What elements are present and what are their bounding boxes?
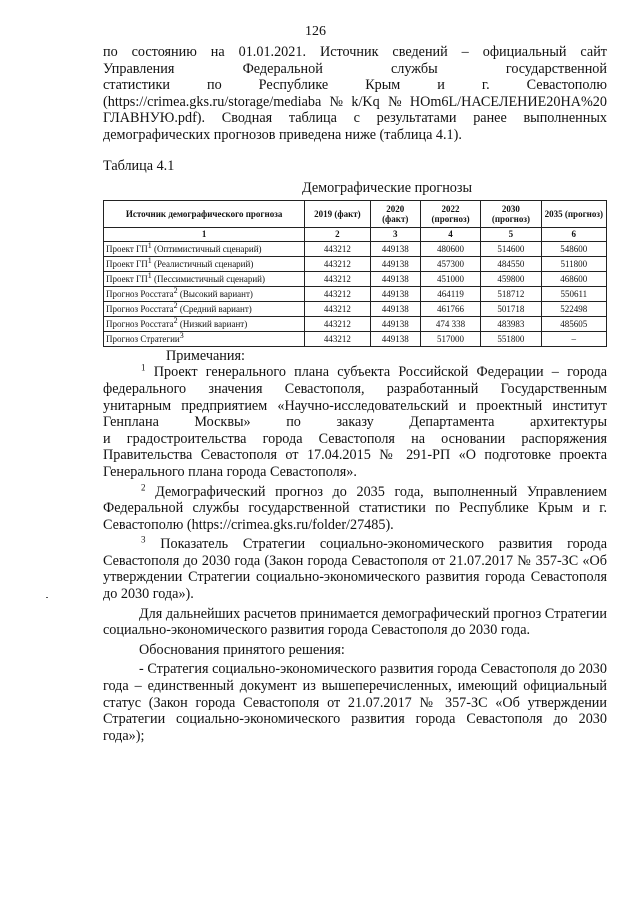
note-1-line: федерального значения Севастополя, разработанный Государственным [103, 380, 607, 397]
cell-2030: 514600 [481, 241, 541, 256]
column-number: 2 [305, 227, 370, 241]
column-number: 3 [370, 227, 420, 241]
row-source: Прогноз Росстата$^2$ (Низкий вариант) [104, 316, 305, 331]
cell-2022: 461766 [420, 301, 480, 316]
footnote-mark: 2 [141, 481, 146, 492]
intro-line: по состоянию на 01.01.2021. Источник сведений – официальный сайт [103, 44, 607, 60]
page-number: 126 [305, 24, 326, 39]
calc-paragraph: Для дальнейших расчетов принимается демографический прогноз Стратегии социально-экономического развития города Севастополя до 2030 года. [103, 605, 607, 639]
cell-2030: 459800 [481, 271, 541, 286]
cell-2019: 443212 [305, 271, 370, 286]
intro-line: Управления Федеральной службы государственной [103, 60, 607, 77]
table-row [104, 316, 607, 331]
table-row [104, 271, 607, 286]
footnote-mark: 1 [141, 362, 146, 373]
cell-2022: 451000 [420, 271, 480, 286]
row-source: Прогноз Росстата$^2$ (Средний вариант) [104, 301, 305, 316]
footnote-mark: 1 [147, 255, 152, 265]
cell-2035: 522498 [541, 301, 606, 316]
justification-bullet: - Стратегия социально-экономического развития города Севастополя до 2030 года – единственный документ из вышеперечисленных, имеющий официальный статус (Закон города Севастополя от 21.07.2017 № 357-ЗС «Об утверждении Стратегии социально-экономического развития города Севастополя до 2030 года»); [103, 661, 607, 744]
cell-2022: 474 338 [420, 316, 480, 331]
cell-2020: 449138 [370, 241, 420, 256]
cell-2019: 443212 [305, 286, 370, 301]
footnote-mark: 3 [141, 534, 146, 545]
cell-2019: 443212 [305, 256, 370, 271]
notes-title: Примечания: [166, 347, 245, 364]
cell-2035: 468600 [541, 271, 606, 286]
header-2035: 2035 (прогноз) [541, 200, 606, 227]
cell-2035: 548600 [541, 241, 606, 256]
header-source: Источник демографического прогноза [104, 200, 305, 227]
cell-2022: 457300 [420, 256, 480, 271]
column-number-row [104, 227, 607, 241]
header-2030: 2030 (прогноз) [481, 200, 541, 227]
justification-title: Обоснования принятого решения: [139, 641, 345, 658]
cell-2030: 484550 [481, 256, 541, 271]
header-2022: 2022 (прогноз) [420, 200, 480, 227]
cell-2019: 443212 [305, 301, 370, 316]
table-row [104, 241, 607, 256]
cell-2035: 550611 [541, 286, 606, 301]
intro-line: статистики по Республике Крым и г. Севастополю [103, 77, 607, 94]
cell-2019: 443212 [305, 241, 370, 256]
column-number: 6 [541, 227, 606, 241]
cell-2020: 449138 [370, 256, 420, 271]
cell-2020: 449138 [370, 316, 420, 331]
column-number: 4 [420, 227, 480, 241]
table-header-row [104, 200, 607, 227]
cell-2030: 551800 [481, 331, 541, 346]
scan-speck [46, 597, 48, 598]
note-1-line: $^1$ Проект генерального плана субъекта Российской Федерации – города [141, 362, 607, 381]
intro-paragraph [103, 44, 607, 144]
table-row [104, 301, 607, 316]
cell-2020: 449138 [370, 301, 420, 316]
footnote-mark: 1 [147, 270, 152, 280]
table-row [104, 331, 607, 346]
table-row [104, 256, 607, 271]
footnote-mark: 2 [173, 300, 178, 310]
table-row [104, 286, 607, 301]
note-2: $^2$ Демографический прогноз до 2035 года, выполненный Управлением Федеральной службы государственной статистики по Республике Крым и г. Севастополю (https://crimea.gks.ru/folder/27485). [103, 481, 607, 533]
row-source: Прогноз Росстата$^2$ (Высокий вариант) [104, 286, 305, 301]
footnote-mark: 2 [173, 315, 178, 325]
document-body [103, 44, 607, 744]
header-2020: 2020 (факт) [370, 200, 420, 227]
cell-2022: 480600 [420, 241, 480, 256]
footnote-mark: 1 [147, 240, 152, 250]
cell-2030: 518712 [481, 286, 541, 301]
cell-2019: 443212 [305, 316, 370, 331]
row-source: Проект $ГП^1$ (Реалистичный сценарий) [104, 256, 305, 271]
demographic-forecast-table [103, 200, 607, 347]
header-2019: 2019 (факт) [305, 200, 370, 227]
note-3: $^3$ Показатель Стратегии социально-экономического развития города Севастополя до 2030 года (Закон города Севастополя от 21.07.2017 № 357-ЗС «Об утверждении Стратегии социально-экономического развития города Севастополя до 2030 года»). [103, 534, 607, 603]
table-title: Демографические прогнозы [301, 180, 473, 197]
table-body [104, 241, 607, 346]
cell-2035: 485605 [541, 316, 606, 331]
row-source: Прогноз Стратегии$^3$ [104, 331, 305, 346]
note-1 [103, 364, 607, 480]
cell-2035: 511800 [541, 256, 606, 271]
column-number: 1 [104, 227, 305, 241]
column-number: 5 [481, 227, 541, 241]
cell-2022: 517000 [420, 331, 480, 346]
cell-2030: 483983 [481, 316, 541, 331]
note-1-line: Генплана Москвы» по заказу Департамента архитектуры [103, 414, 607, 431]
cell-2020: 449138 [370, 331, 420, 346]
cell-2035: – [541, 331, 606, 346]
row-source: Проект $ГП^1$ (Оптимистичный сценарий) [104, 241, 305, 256]
table-label: Таблица 4.1 [103, 157, 175, 174]
row-source: Проект $ГП^1$ (Пессимистичный сценарий) [104, 271, 305, 286]
footnote-mark: 2 [173, 285, 178, 295]
intro-rest: (https://crimea.gks.ru/storage/mediaba№k/Kq№HOm6L/НАСЕЛЕНИЕ20НА%20 ГЛАВНУЮ.pdf). Сводная таблица с результатами ранее выполненных демографических прогнозов приведена ниже (таблица 4.1). [103, 93, 607, 143]
cell-2030: 501718 [481, 301, 541, 316]
cell-2020: 449138 [370, 271, 420, 286]
cell-2020: 449138 [370, 286, 420, 301]
footnote-mark: 3 [179, 330, 184, 340]
note-1-line: унитарным предприятием «Научно-исследовательский и проектный институт [103, 397, 607, 414]
note-1-rest: и градостроительства города Севастополя на основании распоряжения Правительства Севастополя от 17.04.2015 № 291-РП «О подготовке проекта Генерального плана города Севастополя». [103, 430, 607, 480]
cell-2022: 464119 [420, 286, 480, 301]
cell-2019: 443212 [305, 331, 370, 346]
